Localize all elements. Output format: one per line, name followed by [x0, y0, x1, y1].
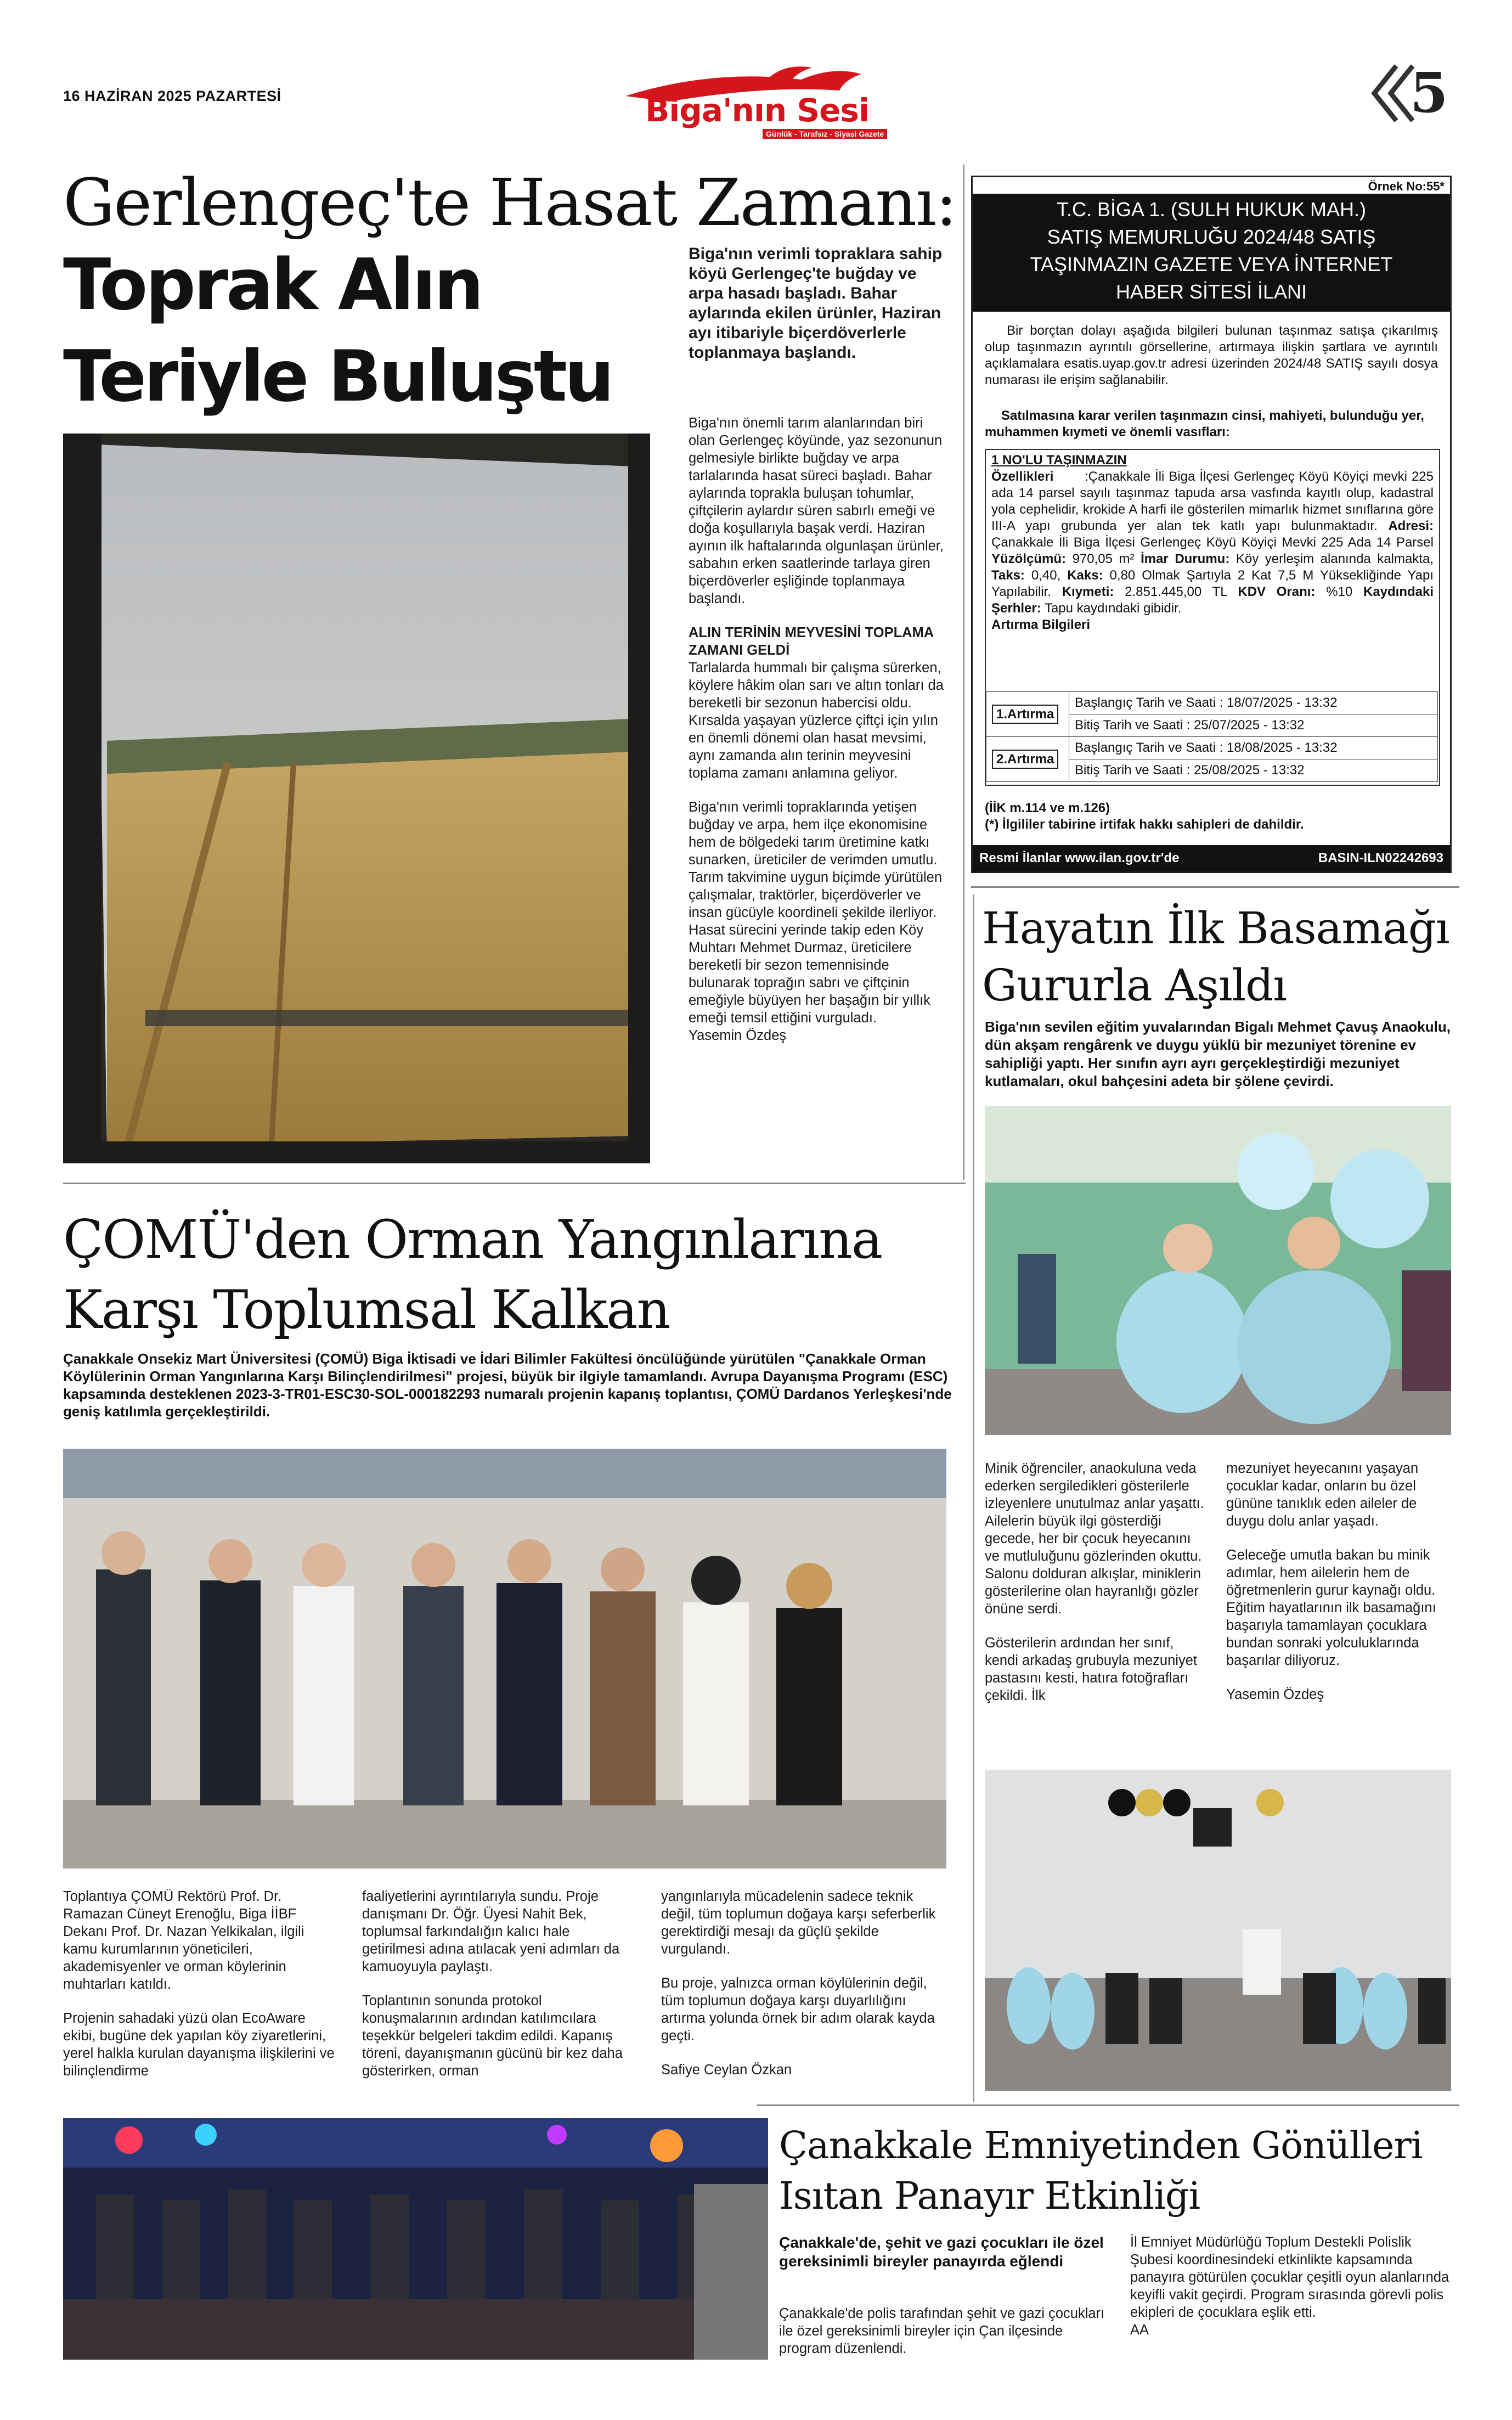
article4-column2 — [1130, 2233, 1454, 2339]
property-taks: 0,40, — [1031, 568, 1061, 583]
article3-c1-paragraph1: Toplantıya ÇOMÜ Rektörü Prof. Dr. Ramazan Cüneyt Erenoğlu, Biga İİBF Dekanı Prof. Dr. Nazan Yelkikalan, ilgili kamu kurumlarının yöneticileri, akademisyenler ve orman köylerinin muhtarları katıldı. — [63, 1889, 304, 1992]
article4-title — [779, 2121, 1459, 2222]
auction2-end: Bitiş Tarih ve Saati : 25/08/2025 - 13:32 — [1069, 759, 1438, 782]
notice-header-line1: T.C. BİGA 1. (SULH HUKUK MAH.) — [1056, 198, 1367, 221]
property-record-label: Kaydındaki Şerhler: — [991, 584, 1434, 616]
issue-date: 16 HAZİRAN 2025 PAZARTESİ — [63, 88, 281, 104]
graduation-photo-2 — [985, 1770, 1451, 2091]
notice-footnote2: (*) İlgililer tabirine irtifak hakkı sahipleri de dahildir. — [985, 817, 1304, 832]
page-number-badge — [1366, 60, 1454, 126]
article4-lead: Çanakkale'de, şehit ve gazi çocukları ile özel gereksinimli bireyler panayırda eğlendi — [779, 2234, 1104, 2270]
auction1-label: 1.Artırma — [992, 705, 1058, 724]
logo-tagline: Günlük - Tarafsız - Siyasi Gazete — [763, 129, 887, 139]
article1-body — [689, 414, 946, 1044]
article3-column2 — [362, 1888, 636, 2096]
auction2-start: Başlangıç Tarih ve Saati : 18/08/2025 - 13:32 — [1069, 737, 1438, 759]
article1-title-line2: Toprak Alın — [63, 244, 482, 326]
article1-author: Yasemin Özdeş — [689, 1028, 787, 1043]
auction-table — [986, 691, 1438, 782]
property-kaks-label: Kaks: — [1067, 568, 1103, 583]
column-divider-2 — [973, 894, 974, 2102]
article1-subhead: ALIN TERİNİN MEYVESİNİ TOPLAMA ZAMANI GELDİ — [689, 625, 934, 658]
notice-header-line4: HABER SİTESİ İLANI — [1115, 280, 1307, 303]
property-address: Çanakkale İli Biga İlçesi Gerlengeç Köyü Köyiçi Mevki 225 Ada 14 Parsel — [991, 535, 1434, 550]
article1-paragraph2: Tarlalarda hummalı bir çalışma sürerken, köylere hâkim olan sarı ve altın tonları da bereketli bir sezonun habercisi oldu. Kırsalda yaşayan yüzlerce çiftçi için yılın en önemli dönemi olan hasat mevsimi, aynı zamanda alın terinin meyvesini toplama zamanı anlamına geliyor. — [689, 660, 944, 781]
article4-c2-paragraph1: İl Emniyet Müdürlüğü Toplum Destekli Polislik Şubesi koordinesindeki etkinlikte kapsamında panayıra götürülen çocuklar çeşitli oyun alanlarında keyifli vakit geçirdi. Program sırasında görevli polis ekipleri de çocuklara eşlik etti. — [1130, 2235, 1449, 2320]
property-zoning-label: İmar Durumu: — [1141, 551, 1230, 566]
article3-author: Safiye Ceylan Özkan — [661, 2062, 792, 2078]
article2-title-line2: Gururla Aşıldı — [982, 960, 1287, 1011]
article1-paragraph1: Biga'nın önemli tarım alanlarından biri olan Gerlengeç köyünde, yaz sezonunun gelmesiyle birlikte buğday ve arpa tarlalarında hasat süreci başladı. Bahar aylarında toprakla buluşan tohumlar, çiftçilerin aylardır süren sabırlı emeği ve doğa koşullarıyla başak verdi. Haziran ayının ilk haftalarında olgunlaşan ürünler, sabahın erken saatlerinde tarlaya giren biçerdöverler eşliğinde toplanmaya başlandı. — [689, 415, 944, 606]
property-vat: %10 — [1326, 584, 1353, 599]
combine-harvester-window-photo — [63, 434, 650, 1163]
property-address-label: Adresi: — [1388, 519, 1434, 533]
property-features-label: Özellikleri — [991, 469, 1054, 484]
notice-footnote1: (İİK m.114 ve m.126) — [985, 801, 1110, 815]
notice-footer — [973, 845, 1450, 871]
auction-info-title: Artırma Bilgileri — [991, 617, 1091, 632]
article4-title-line1: Çanakkale Emniyetinden Gönülleri — [779, 2124, 1423, 2168]
comu-group-photo — [63, 1449, 946, 1869]
article1-paragraph3: Biga'nın verimli topraklarında yetişen buğday ve arpa, hem ilçe ekonomisine hem de bölgedeki tarım üretimine katkı sunarken, üreticiler de verimden umutlu. Tarım takvimine uygun biçimde yürütülen çalışmalar, traktörler, biçerdöverler ve insan gücüyle koordineli şekilde ilerliyor. Hasat sürecini yerinde takip eden Köy Muhtarı Mehmet Durmaz, üreticilere bereketli bir sezon temennisinde bulunarak toprağın sabrı ve çiftçinin emeğiyle büyüyen her başağın bir yıllık emeği temsil ettiğini vurguladı. — [689, 800, 943, 1026]
article3-c3-paragraph2: Bu proje, yalnızca orman köylülerinin değil, tüm toplumun doğaya karşı duyarlılığını artırma yolunda örnek bir adım olarak kayda geçti. — [661, 1976, 935, 2044]
graduation-photo-1 — [985, 1106, 1451, 1435]
column-divider — [963, 165, 964, 1180]
notice-intro-bold: Satılmasına karar verilen taşınmazın cinsi, mahiyeti, bulunduğu yer, muhammen kıymeti ve önemli vasıfları: — [985, 408, 1424, 440]
article1-title-line1: Gerlengeç'te Hasat Zamanı: — [63, 165, 956, 240]
property-box — [985, 449, 1440, 786]
article2-author: Yasemin Özdeş — [1226, 1687, 1324, 1702]
property-area: 970,05 m² — [1072, 551, 1135, 566]
property-value: 2.851.445,00 TL — [1125, 584, 1227, 599]
section-divider — [971, 886, 1459, 888]
article2-c1-paragraph1: Minik öğrenciler, anaokuluna veda ederken sergiledikleri gösterilerle izleyenlere unutulmaz anlar yaşattı. Ailelerin büyük ilgi gösterdiği gecede, her bir çocuk heyecanını ve mutluluğunu gözlerinden okuttu. Salonu dolduran alkışlar, miniklerin gösterilerine olan hayranlığı gözler önüne serdi. — [985, 1461, 1204, 1617]
section-divider-3 — [757, 2104, 1459, 2106]
article2-title — [982, 900, 1454, 1014]
double-chevron-icon — [1366, 63, 1415, 123]
fair-group-photo — [63, 2118, 768, 2360]
notice-header-line3: TAŞINMAZIN GAZETE VEYA İNTERNET — [1030, 253, 1393, 275]
notice-intro: Bir borçtan dolayı aşağıda bilgileri bulunan taşınmaz satışa çıkarılmış olup taşınmazın ayrıntılı görsellerine, artırmaya ilişkin şartlara ve ayrıntılı açıklamalara esatis.uyap.gov.tr adresi üzerinden 2024/48 SATIŞ sayılı dosya numarası ile erişim sağlanabilir. — [985, 323, 1438, 387]
article2-lead: Biga'nın sevilen eğitim yuvalarından Bigalı Mehmet Çavuş Anaokulu, dün akşam rengârenk ve duygu yüklü bir mezuniyet törenine ev sahipliği yaptı. Her sınıfın ayrı ayrı gerçekleştirdiği mezuniyet kutlamaları, okul bahçesini adeta bir şölene çevirdi. — [985, 1018, 1451, 1089]
meeting-participants-photo — [63, 1449, 946, 1869]
article4-author: AA — [1130, 2322, 1149, 2338]
article3-title-line2: Karşı Toplumsal Kalkan — [63, 1279, 670, 1341]
article2-column1 — [985, 1460, 1204, 1721]
article3-c3-paragraph1: yangınlarıyla mücadelenin sadece teknik değil, tüm toplumun doğaya karşı seferberlik gerektirdiği mesajı da güçlü şekilde vurgulandı. — [661, 1889, 936, 1957]
police-event-photo — [63, 2118, 768, 2360]
section-divider-2 — [63, 1183, 966, 1184]
property-zoning: Köy yerleşim alanında kalmakta, — [1235, 551, 1434, 566]
notice-sample-number: Örnek No:55* — [1368, 179, 1445, 193]
notice-footer-left[interactable]: Resmi İlanlar www.ilan.gov.tr'de — [979, 851, 1180, 865]
article1-lead: Biga'nın verimli topraklara sahip köyü Gerlengeç'te buğday ve arpa hasadı başladı. Bahar aylarında ekilen ürünler, Haziran ayı itibariyle biçerdöverlerle toplanmaya başlandı. — [689, 245, 943, 362]
property-taks-label: Taks: — [991, 568, 1025, 583]
article3-title-line1: ÇOMÜ'den Orman Yangınlarına — [63, 1209, 882, 1270]
auction1-start: Başlangıç Tarih ve Saati : 18/07/2025 - 13:32 — [1069, 692, 1438, 714]
notice-header — [973, 194, 1450, 312]
notice-footer-right: BASIN-ILN02242693 — [1318, 851, 1443, 865]
article3-c2-paragraph1: faaliyetlerini ayrıntılarıyla sundu. Proje danışmanı Dr. Öğr. Üyesi Nahit Bek, toplumsal farkındalığın kalıcı hale getirilmesi adına atılacak yeni adımları da kamuoyuyla paylaştı. — [362, 1889, 620, 1974]
article3-lead: Çanakkale Onsekiz Mart Üniversitesi (ÇOMÜ) Biga İktisadi ve İdari Bilimler Fakültesi öncülüğünde yürütülen "Çanakkale Orman Köylülerinin Orman Yangınlarına Karşı Bilinçlendirilmesi" projesi, büyük bir ilgiyle tamamlandı. Avrupa Dayanışma Programı (ESC) kapsamında desteklenen 2023-3-TR01-ESC30-SOL-000182293 numaralı projenin kapanış toplantısı, ÇOMÜ Dardanos Yerleşkesi'nde geniş katılımla gerçekleştirildi. — [63, 1350, 952, 1420]
girls-with-pompoms-photo — [985, 1106, 1451, 1435]
logo-text: Biga'nın Sesi — [645, 92, 869, 129]
notice-header-line2: SATIŞ MEMURLUĞU 2024/48 SATIŞ — [1047, 226, 1376, 248]
property-features: :Çanakkale İli Biga İlçesi Gerlengeç Köyü Köyiçi mevki 225 ada 14 parsel sayılı taşınmaz tapuda arsa vasfında kayıtlı olup, kadastral yola cephelidir, krokide A harfi ile gösterilen mimarlık hizmet sınıflarına göre III-A yapı grubunda yer alan tek katlı yapı bulunmaktadır. — [991, 469, 1434, 533]
article3-c2-paragraph2: Toplantının sonunda protokol konuşmalarının ardından katılımcılara teşekkür belgeleri takdim edildi. Kapanış töreni, dayanışmanın gücünü bir kez daha gösterirken, orman — [362, 1993, 623, 2079]
harvest-photo — [63, 434, 650, 1163]
article1-title-line3: Teriyle Buluştu — [63, 336, 612, 418]
auction2-label: 2.Artırma — [992, 750, 1058, 769]
article2-column2 — [1226, 1460, 1451, 1703]
table-row — [986, 692, 1438, 714]
property-kaks: 0,80 Olmak Şartıyla 2 Kat 7,5 M Yüksekliğinde Yapı Yapılabilir. — [991, 568, 1434, 599]
article2-c1-paragraph2: Gösterilerin ardından her sınıf, kendi arkadaş grubuyla mezuniyet pastasını kesti, hatıra fotoğrafları çekildi. İlk — [985, 1635, 1197, 1703]
article2-c2-paragraph1: mezuniyet heyecanını yaşayan çocuklar kadar, onların bu özel gününe tanıklık eden aileler de duygu dolu anlar yaşadı. — [1226, 1461, 1419, 1529]
graduation-group-photo — [985, 1770, 1451, 2091]
article4-title-line2: Isıtan Panayır Etkinliği — [779, 2175, 1200, 2218]
article3-column1 — [63, 1888, 337, 2096]
property-vat-label: KDV Oranı: — [1238, 584, 1316, 599]
property-value-label: Kıymeti: — [1062, 584, 1114, 599]
article4-c1-paragraph1: Çanakkale'de polis tarafından şehit ve gazi çocukları ile özel gereksinimli bireyler için Çan ilçesinde program düzenlendi. — [779, 2306, 1105, 2356]
article3-c1-paragraph2: Projenin sahadaki yüzü olan EcoAware ekibi, bugüne dek yapılan köy ziyaretlerini, yerel halkla kurulan dayanışma ilişkilerini ve bilinçlendirme — [63, 2011, 335, 2079]
auction1-end: Bitiş Tarih ve Saati : 25/07/2025 - 13:32 — [1069, 714, 1438, 737]
article2-title-line1: Hayatın İlk Basamağı — [982, 903, 1449, 954]
property-record: Tapu kaydındaki gibidir. — [1044, 601, 1182, 616]
article2-c2-paragraph2: Geleceğe umutla bakan bu minik adımlar, hem ailelerin hem de öğretmenlerin gurur kaynağı oldu. Eğitim hayatlarının ilk basamağını başarıyla tamamlayan çocuklara bundan sonraki yolculuklarında başarılar diliyoruz. — [1226, 1547, 1436, 1668]
legal-notice-box — [971, 176, 1452, 873]
property-area-label: Yüzölçümü: — [991, 551, 1066, 566]
article3-column3 — [661, 1888, 946, 2079]
article4-column1 — [779, 2305, 1108, 2374]
article3-title — [63, 1205, 963, 1345]
page-number: 5 — [1410, 60, 1448, 125]
property-no-title: 1 NO'LU TAŞINMAZIN — [991, 453, 1127, 468]
table-row — [986, 737, 1438, 759]
newspaper-logo — [603, 63, 911, 140]
